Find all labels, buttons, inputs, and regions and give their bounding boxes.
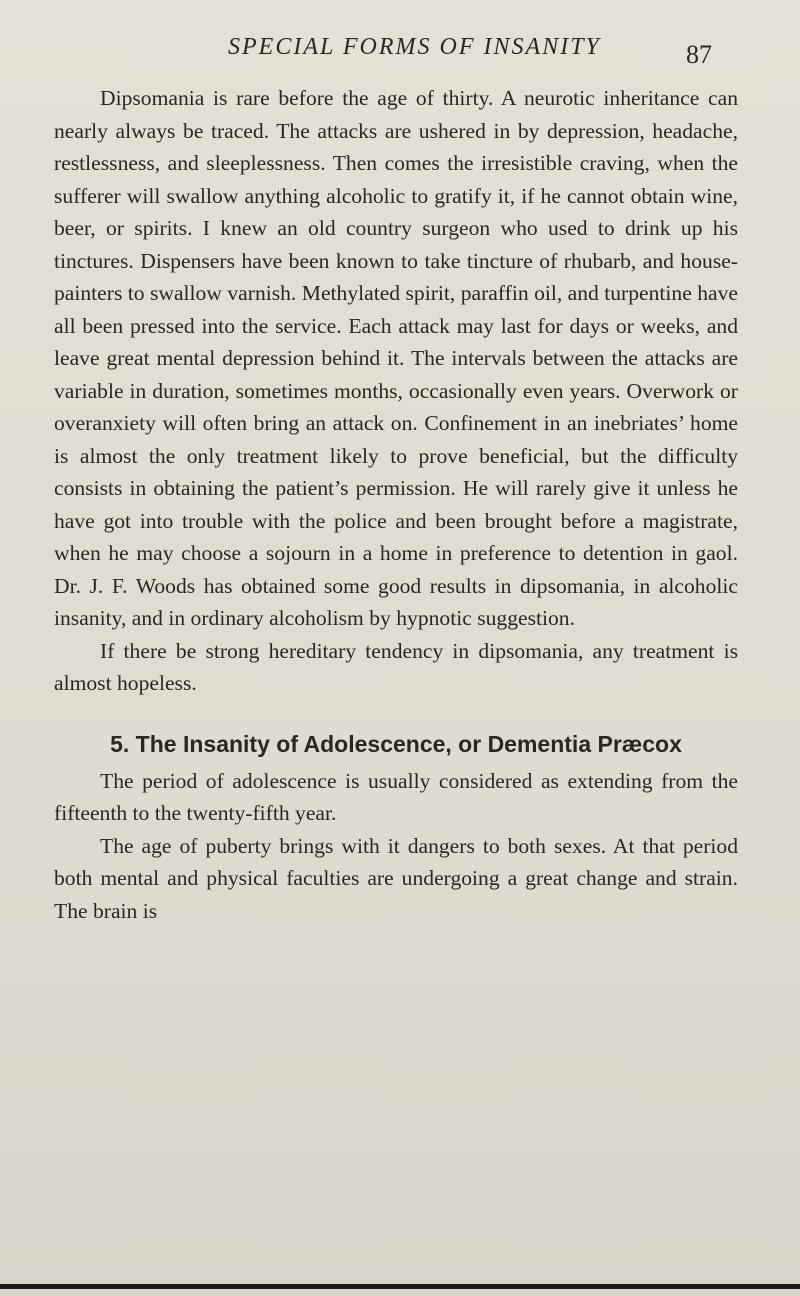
page-bottom-edge [0, 1284, 800, 1289]
body-text [54, 82, 738, 927]
page-number: 87 [686, 40, 712, 69]
running-header [0, 26, 800, 69]
paragraph-adolescence-period: The period of adolescence is usually considered as extending from the fifteenth to the twenty-fifth year. [54, 768, 738, 825]
paragraph-puberty: The age of puberty brings with it dangers to both sexes. At that period both mental and physical faculties are undergoing a great change and strain. The brain is [54, 833, 738, 923]
running-title: SPECIAL FORMS OF INSANITY [228, 34, 601, 60]
paragraph-hereditary-tendency: If there be strong hereditary tendency in dipsomania, any treatment is almost hopeless. [54, 638, 738, 695]
paragraph-dipsomania: Dipsomania is rare before the age of thirty. A neurotic inheritance can nearly always be traced. The attacks are ushered in by depression, headache, restlessness, and sleeplessness. Then comes the irresistible craving, when the sufferer will swallow anything alcoholic to gratify it, if he cannot obtain wine, beer, or spirits. I knew an old country surgeon who used to drink up his tinctures. Dispensers have been known to take tincture of rhubarb, and house-painters to swallow varnish. Methylated spirit, paraffin oil, and turpentine have all been pressed into the service. Each attack may last for days or weeks, and leave great mental depression behind it. The intervals between the attacks are variable in duration, sometimes months, occasionally even years. Overwork or overanxiety will often bring an attack on. Confinement in an inebriates’ home is almost the only treatment likely to prove beneficial, but the difficulty consists in obtaining the patient’s permission. He will rarely give it unless he have got into trouble with the police and been brought before a magistrate, when he may choose a sojourn in a home in preference to detention in gaol. Dr. J. F. Woods has obtained some good results in dipsomania, in alcoholic insanity, and in ordinary alcoholism by hypnotic suggestion. [54, 86, 738, 630]
section-heading: 5. The Insanity of Adolescence, or Dementia Præcox [110, 730, 682, 757]
